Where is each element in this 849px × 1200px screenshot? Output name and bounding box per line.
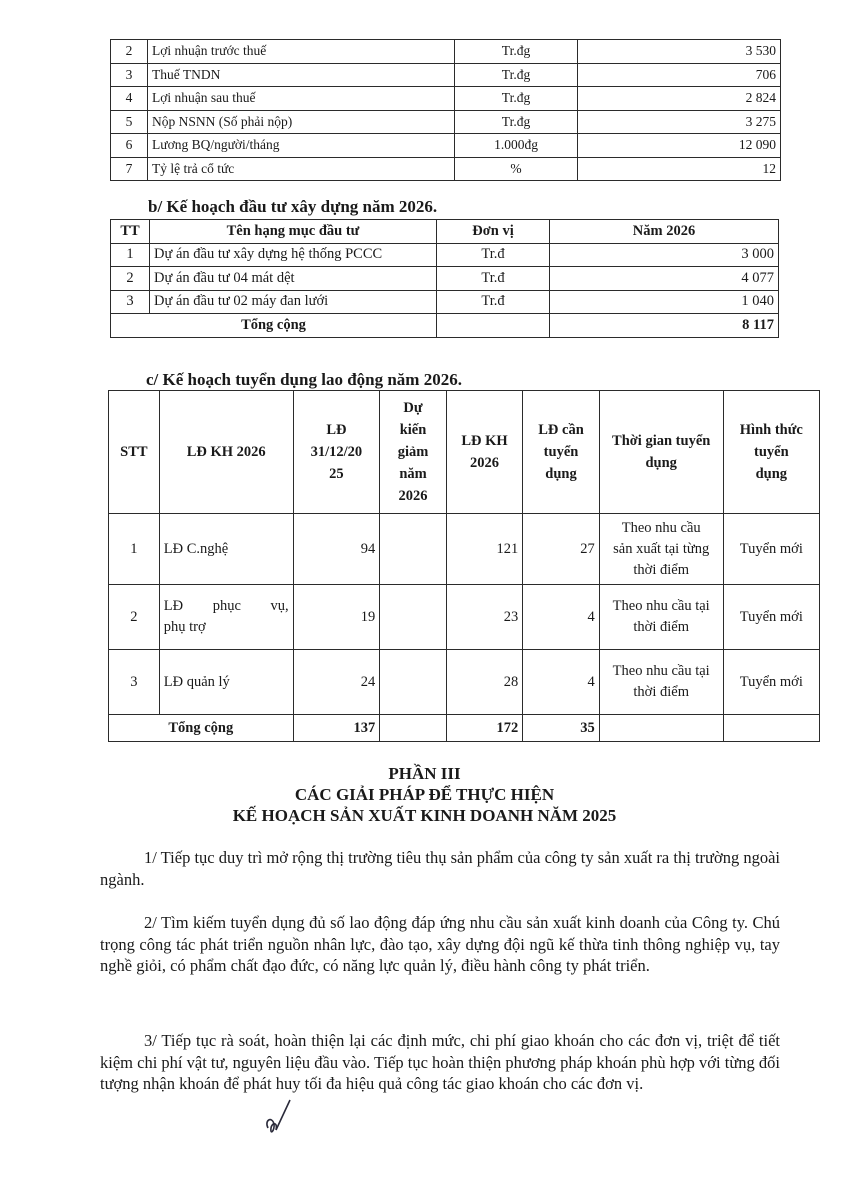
recruitment-time [599, 585, 723, 650]
labor-needed: 4 [523, 650, 600, 715]
header-recruitment-time [599, 391, 723, 514]
labor-name: LĐ quản lý [159, 650, 293, 715]
planned-labor: 28 [446, 650, 522, 715]
row-number: 3 [111, 290, 150, 314]
recruitment-time [599, 650, 723, 715]
paragraph-text: 1/ Tiếp tục duy trì mở rộng thị trường tiêu thụ sản phẩm của công ty sản xuất ra thị trường ngoài ngành. [100, 848, 780, 889]
current-labor: 24 [293, 650, 380, 715]
text-line: phụ trợ [163, 619, 206, 635]
header-line: 25 [329, 466, 344, 482]
total-label: Tổng cộng [111, 314, 437, 338]
value: 12 090 [578, 134, 781, 158]
table-row [111, 63, 781, 87]
indicator-name: Lợi nhuận trước thuế [148, 40, 455, 64]
table-row [111, 134, 781, 158]
indicator-name: Nộp NSNN (Số phải nộp) [148, 110, 455, 134]
total-label: Tổng cộng [109, 715, 294, 742]
header-line: năm [399, 466, 427, 482]
recruitment-form: Tuyển mới [723, 514, 819, 585]
expected-reduction [380, 585, 447, 650]
unit: Tr.đg [455, 87, 578, 111]
header-expected-reduction [380, 391, 447, 514]
labor-name [159, 585, 293, 650]
header-line: giảm [397, 444, 429, 460]
investment-plan-table [110, 219, 779, 338]
row-number: 3 [109, 650, 160, 715]
header-recruitment-form [723, 391, 819, 514]
row-number: 6 [111, 134, 148, 158]
unit: Tr.đ [437, 243, 550, 267]
header-line: Hình thức [739, 422, 803, 438]
empty-cell [599, 715, 723, 742]
table-row [111, 87, 781, 111]
labor-needed: 4 [523, 585, 600, 650]
section-heading-line: CÁC GIẢI PHÁP ĐỂ THỰC HIỆN [294, 785, 555, 804]
unit: Tr.đ [437, 290, 550, 314]
planned-labor: 23 [446, 585, 522, 650]
word: vụ, [270, 598, 289, 614]
table-row [111, 40, 781, 64]
text-line: sản xuất tại từng [613, 540, 710, 557]
section-heading-line: KẾ HOẠCH SẢN XUẤT KINH DOANH NĂM 2025 [232, 806, 617, 825]
row-number: 7 [111, 157, 148, 181]
row-number: 2 [111, 267, 150, 291]
row-number: 5 [111, 110, 148, 134]
indicator-name: Tỷ lệ trả cổ tức [148, 157, 455, 181]
text-line [164, 596, 289, 617]
table-header-row [111, 220, 779, 244]
value: 4 077 [550, 267, 779, 291]
current-labor: 19 [293, 585, 380, 650]
total-needed: 35 [523, 715, 600, 742]
text-line: Theo nhu cầu [621, 519, 701, 536]
empty-cell [380, 715, 447, 742]
section-number: PHẦN III [388, 764, 461, 783]
unit: Tr.đ [437, 267, 550, 291]
header-line: tuyển [753, 444, 789, 460]
item-name: Dự án đầu tư 02 máy đan lưới [150, 290, 437, 314]
table-row [111, 110, 781, 134]
row-number: 1 [111, 243, 150, 267]
row-number: 2 [111, 40, 148, 64]
recruitment-time [599, 514, 723, 585]
row-number: 2 [109, 585, 160, 650]
expected-reduction [380, 650, 447, 715]
paragraph-text: 2/ Tìm kiếm tuyển dụng đủ số lao động đáp ứng nhu cầu sản xuất kinh doanh của Công ty. Chú trọng công tác phát triển nguồn nhân lực, đào tạo, xây dựng đội ngũ kế thừa tinh thông nghiệp vụ, tay nghề giỏi, có phẩm chất đạo đức, có năng lực quản lý, điều hành công ty phát triển. [100, 913, 780, 975]
header-line: LĐ [326, 422, 347, 438]
total-row [111, 314, 779, 338]
unit: % [455, 157, 578, 181]
word: LĐ [163, 598, 184, 614]
planned-labor: 121 [446, 514, 522, 585]
value: 3 530 [578, 40, 781, 64]
table-row [109, 585, 820, 650]
labor-name: LĐ C.nghệ [159, 514, 293, 585]
current-labor: 94 [293, 514, 380, 585]
header-labor-name: LĐ KH 2026 [159, 391, 293, 514]
header-stt: STT [109, 391, 160, 514]
value: 12 [578, 157, 781, 181]
header-line: Thời gian tuyển [612, 433, 711, 449]
indicator-name: Thuế TNDN [148, 63, 455, 87]
financial-indicators-table [110, 39, 781, 181]
header-line: Dự [403, 400, 423, 416]
table-row [111, 290, 779, 314]
text-line: thời điểm [633, 561, 689, 578]
total-planned: 172 [446, 715, 522, 742]
word: phục [212, 598, 241, 614]
total-value: 8 117 [550, 314, 779, 338]
total-row [109, 715, 820, 742]
paragraph-text: 3/ Tiếp tục rà soát, hoàn thiện lại các định mức, chi phí giao khoán cho các đơn vị, triệt để tiết kiệm chi phí vật tư, nguyên liệu đầu vào. Tiếp tục hoàn thiện phương pháp khoán phù hợp với từng đối tượng nhận khoán để phát huy tối đa hiệu quả công tác giao khoán cho các đơn vị. [100, 1031, 780, 1093]
header-line: kiến [399, 422, 427, 438]
unit: Tr.đg [455, 110, 578, 134]
solution-paragraph-3 [100, 1030, 780, 1095]
value: 1 040 [550, 290, 779, 314]
header-line: 2026 [398, 488, 428, 504]
total-current: 137 [293, 715, 380, 742]
recruitment-form: Tuyển mới [723, 585, 819, 650]
recruitment-plan-heading: c/ Kế hoạch tuyển dụng lao động năm 2026. [146, 370, 462, 389]
row-number: 3 [111, 63, 148, 87]
row-number: 4 [111, 87, 148, 111]
empty-cell [723, 715, 819, 742]
value: 2 824 [578, 87, 781, 111]
header-line: LĐ KH [461, 433, 508, 449]
section-title [0, 763, 849, 826]
header-line: dụng [755, 466, 788, 482]
text-line: thời điểm [633, 684, 689, 700]
solution-paragraph-1 [100, 847, 780, 890]
value: 3 000 [550, 243, 779, 267]
row-number: 1 [109, 514, 160, 585]
header-line: LĐ cần [538, 422, 584, 438]
unit: Tr.đg [455, 63, 578, 87]
item-name: Dự án đầu tư xây dựng hệ thống PCCC [150, 243, 437, 267]
investment-plan-heading: b/ Kế hoạch đầu tư xây dựng năm 2026. [148, 197, 438, 216]
expected-reduction [380, 514, 447, 585]
text-line: Theo nhu cầu tại [612, 598, 710, 614]
labor-needed: 27 [523, 514, 600, 585]
signature-mark-icon [262, 1098, 292, 1140]
value: 3 275 [578, 110, 781, 134]
recruitment-plan-table [108, 390, 820, 742]
table-row [111, 243, 779, 267]
indicator-name: Lợi nhuận sau thuế [148, 87, 455, 111]
header-item-name: Tên hạng mục đầu tư [150, 220, 437, 244]
table-row [109, 650, 820, 715]
solution-paragraph-2 [100, 912, 780, 977]
table-row [111, 157, 781, 181]
empty-cell [437, 314, 550, 338]
table-header-row [109, 391, 820, 514]
recruitment-form: Tuyển mới [723, 650, 819, 715]
table-row [111, 267, 779, 291]
header-line: dụng [645, 455, 677, 471]
item-name: Dự án đầu tư 04 mát dệt [150, 267, 437, 291]
header-unit: Đơn vị [437, 220, 550, 244]
value: 706 [578, 63, 781, 87]
header-line: 2026 [470, 455, 500, 471]
unit: Tr.đg [455, 40, 578, 64]
header-year: Năm 2026 [550, 220, 779, 244]
unit: 1.000đg [455, 134, 578, 158]
table-row [109, 514, 820, 585]
header-line: tuyển [543, 444, 579, 460]
text-line: Theo nhu cầu tại [612, 663, 710, 679]
header-current-labor [293, 391, 380, 514]
text-line: thời điểm [633, 619, 689, 635]
header-tt: TT [111, 220, 150, 244]
header-labor-needed [523, 391, 600, 514]
indicator-name: Lương BQ/người/tháng [148, 134, 455, 158]
header-planned-labor [446, 391, 522, 514]
header-line: 31/12/20 [310, 444, 363, 460]
header-line: dụng [545, 466, 577, 482]
